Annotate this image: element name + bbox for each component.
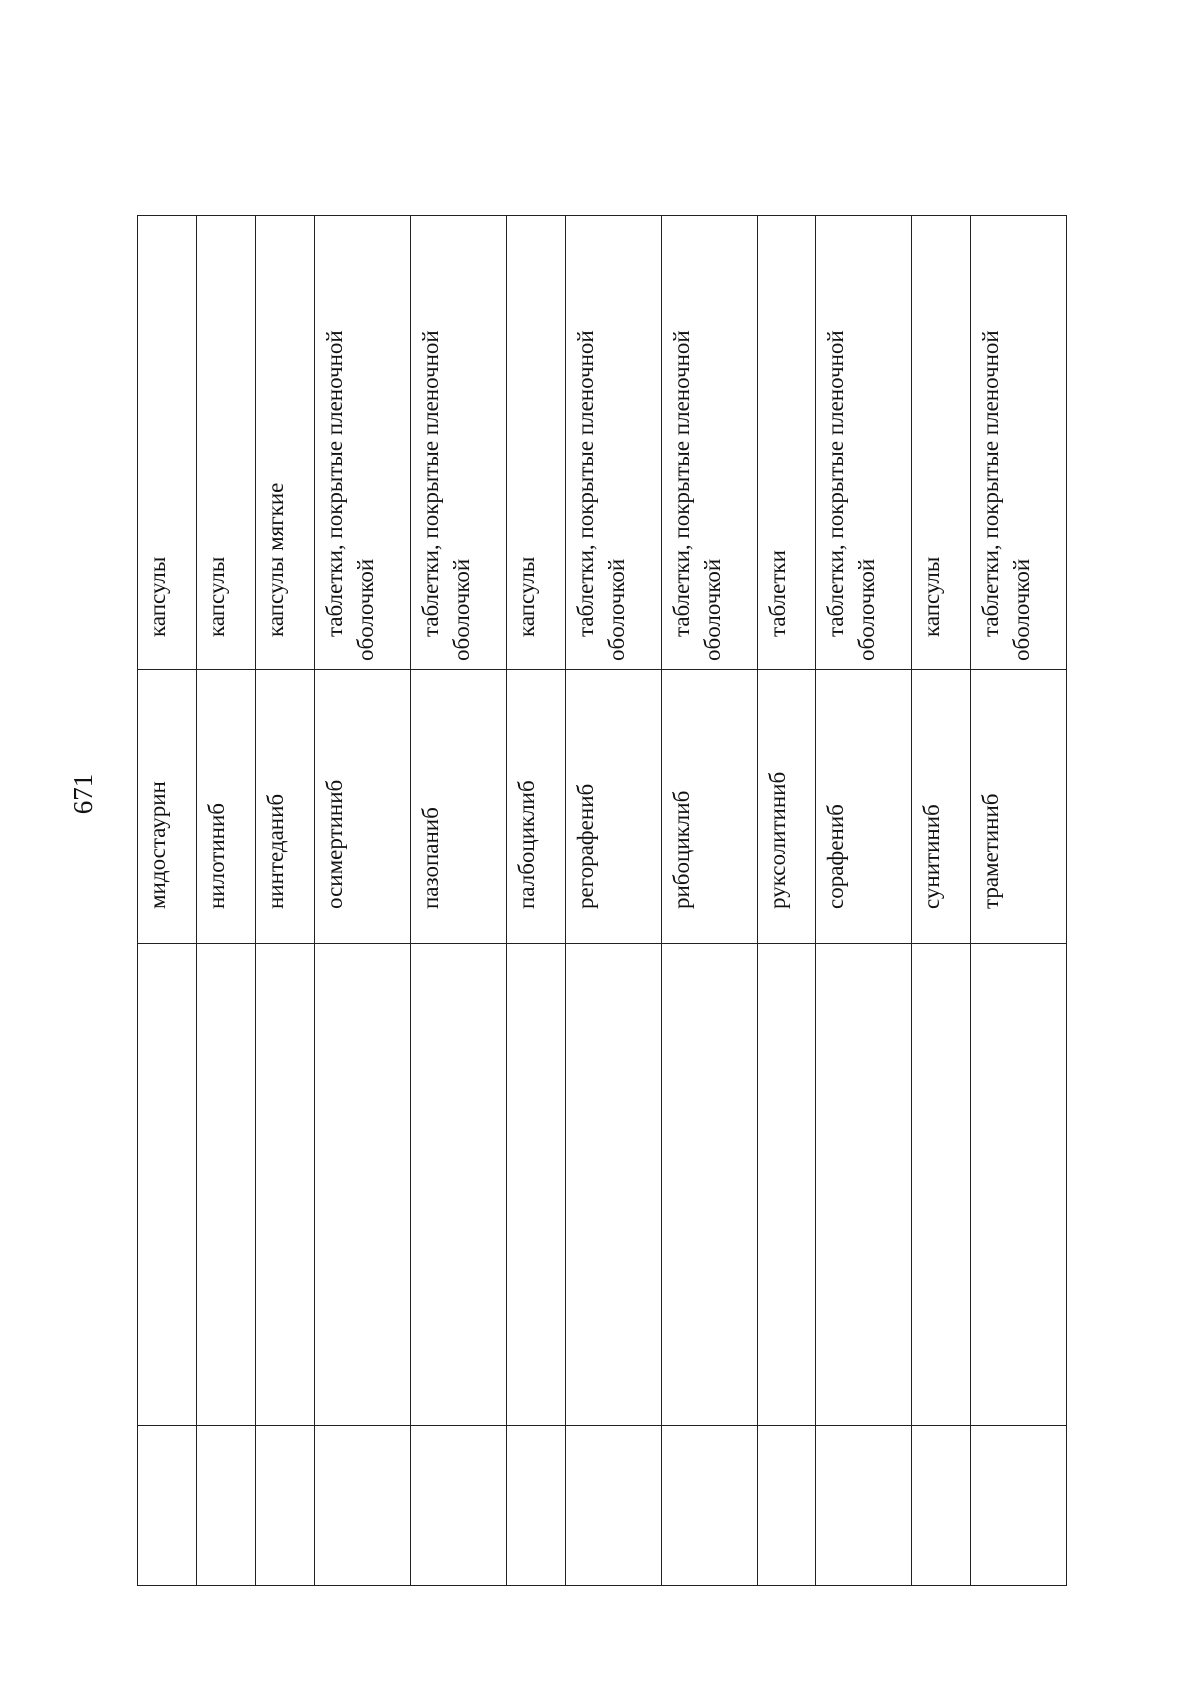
dosage-form-cell: таблетки, покрытые пленочной оболочкой — [315, 216, 411, 670]
table-row — [255, 216, 315, 1586]
dosage-form-cell: капсулы — [912, 216, 971, 670]
drug-name-cell: рибоциклиб — [661, 670, 757, 944]
drug-name-cell: палбоциклиб — [507, 670, 566, 944]
drug-table-body — [138, 216, 1067, 1586]
dosage-form-cell: таблетки, покрытые пленочной оболочкой — [971, 216, 1067, 670]
drug-name-cell: руксолитиниб — [757, 670, 816, 944]
atc-code-cell — [661, 1426, 757, 1586]
group-cell — [315, 944, 411, 1426]
table-row — [757, 216, 816, 1586]
drug-name-cell: мидостаурин — [138, 670, 197, 944]
dosage-form-cell: таблетки, покрытые пленочной оболочкой — [411, 216, 507, 670]
group-cell — [912, 944, 971, 1426]
table-row — [411, 216, 507, 1586]
group-cell — [507, 944, 566, 1426]
group-cell — [661, 944, 757, 1426]
drug-name-cell: нилотиниб — [196, 670, 255, 944]
rotated-table-container — [137, 216, 1067, 1586]
table-row — [196, 216, 255, 1586]
table-row — [565, 216, 661, 1586]
drug-name-cell: траметиниб — [971, 670, 1067, 944]
table-row — [138, 216, 197, 1586]
drug-name-cell: пазопаниб — [411, 670, 507, 944]
drug-table — [137, 215, 1067, 1586]
drug-name-cell: регорафениб — [565, 670, 661, 944]
atc-code-cell — [912, 1426, 971, 1586]
dosage-form-cell: таблетки — [757, 216, 816, 670]
atc-code-cell — [757, 1426, 816, 1586]
dosage-form-cell: таблетки, покрытые пленочной оболочкой — [661, 216, 757, 670]
dosage-form-cell: таблетки, покрытые пленочной оболочкой — [565, 216, 661, 670]
atc-code-cell — [565, 1426, 661, 1586]
atc-code-cell — [411, 1426, 507, 1586]
table-row — [816, 216, 912, 1586]
group-cell — [411, 944, 507, 1426]
group-cell — [196, 944, 255, 1426]
atc-code-cell — [816, 1426, 912, 1586]
atc-code-cell — [255, 1426, 315, 1586]
atc-code-cell — [315, 1426, 411, 1586]
dosage-form-cell: таблетки, покрытые пленочной оболочкой — [816, 216, 912, 670]
table-row — [315, 216, 411, 1586]
atc-code-cell — [138, 1426, 197, 1586]
dosage-form-cell: капсулы — [196, 216, 255, 670]
drug-name-cell: осимертиниб — [315, 670, 411, 944]
group-cell — [565, 944, 661, 1426]
atc-code-cell — [507, 1426, 566, 1586]
drug-name-cell: нинтеданиб — [255, 670, 315, 944]
group-cell — [816, 944, 912, 1426]
table-row — [971, 216, 1067, 1586]
dosage-form-cell: капсулы мягкие — [255, 216, 315, 670]
group-cell — [971, 944, 1067, 1426]
table-row — [507, 216, 566, 1586]
group-cell — [255, 944, 315, 1426]
group-cell — [138, 944, 197, 1426]
atc-code-cell — [196, 1426, 255, 1586]
drug-name-cell: сунитиниб — [912, 670, 971, 944]
page-number: 671 — [68, 773, 98, 815]
atc-code-cell — [971, 1426, 1067, 1586]
table-row — [661, 216, 757, 1586]
group-cell — [757, 944, 816, 1426]
dosage-form-cell: капсулы — [507, 216, 566, 670]
drug-name-cell: сорафениб — [816, 670, 912, 944]
dosage-form-cell: капсулы — [138, 216, 197, 670]
table-row — [912, 216, 971, 1586]
